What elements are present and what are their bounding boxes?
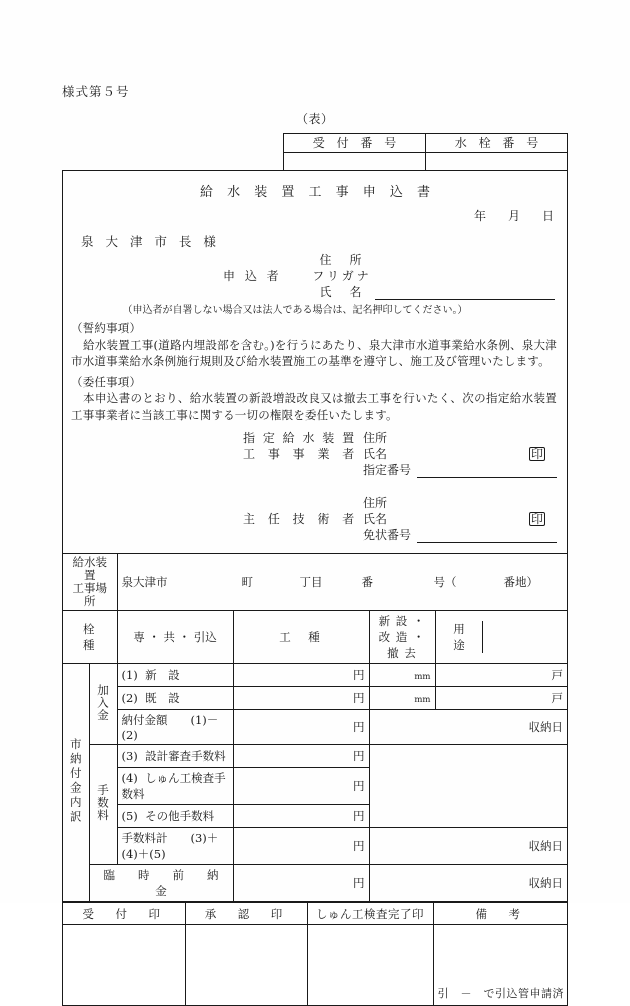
use-value[interactable] xyxy=(482,621,563,653)
payment-row-prepayment xyxy=(63,865,567,902)
tap-type-options[interactable]: 専 ・ 共 ・ 引込 xyxy=(117,611,233,664)
contractor-name-label: 氏名 xyxy=(363,447,388,461)
tap-number-value[interactable] xyxy=(426,153,568,171)
location-label-line1: 給水装置 xyxy=(72,555,107,582)
contractor-address-label: 住所 xyxy=(363,431,388,445)
payment-row-1-yen: 円 xyxy=(353,668,365,682)
delegation-body xyxy=(71,390,557,423)
payment-row-2-house-unit: 戸 xyxy=(551,691,563,705)
stamps-grid xyxy=(63,902,567,1005)
engineer-address-row xyxy=(63,495,567,511)
prepayment-amount[interactable] xyxy=(233,865,369,902)
contractor-address-row xyxy=(63,430,567,446)
contractor-name-row xyxy=(63,446,567,462)
day-label: 日 xyxy=(541,209,555,223)
payment-row-5-yen: 円 xyxy=(353,809,365,823)
location-marker-town: 町 xyxy=(241,575,253,589)
payment-outer-label xyxy=(63,664,89,902)
payment-row-3-yen: 円 xyxy=(353,749,365,763)
receipt-value-row xyxy=(284,153,568,171)
use-label: 用 途 xyxy=(440,621,483,653)
use-cell xyxy=(435,611,567,664)
payment-row-1-label: 新 設 xyxy=(145,668,180,682)
payment-row-5-label: その他手数料 xyxy=(145,809,215,823)
payment-outer-label-text: 市納付金内訳 xyxy=(68,737,83,825)
contractor-address-input[interactable] xyxy=(417,431,557,446)
date-line xyxy=(63,200,567,224)
payment-row-2-size[interactable] xyxy=(369,687,435,710)
payment-row-2-no: (2) xyxy=(121,691,138,705)
location-fields[interactable] xyxy=(117,554,567,611)
location-row xyxy=(63,554,567,611)
location-marker-go: 号（ xyxy=(433,575,457,589)
engineer-block xyxy=(63,488,567,543)
approval-stamp-header: 承 認 印 xyxy=(185,903,307,925)
upper-declaration-section xyxy=(63,171,567,553)
engineer-address-input[interactable] xyxy=(417,496,557,511)
payment-row-5-no: (5) xyxy=(121,809,138,823)
approval-stamp-box[interactable] xyxy=(185,925,307,1006)
pledge-body xyxy=(71,337,557,370)
engineer-licno-spacer xyxy=(243,527,363,543)
bottom-gap xyxy=(63,543,567,553)
engineer-address-spacer xyxy=(243,495,363,511)
payment-row-2-houses[interactable] xyxy=(435,687,567,710)
contractor-regno-row xyxy=(63,462,567,478)
work-type-options[interactable]: 新 設 ・ 改 造 ・ 撤 去 xyxy=(369,611,435,664)
payment-row-4-yen: 円 xyxy=(353,779,365,793)
contractor-seal-icon: 印 xyxy=(530,447,543,461)
location-marker-chome: 丁目 xyxy=(299,575,323,589)
contractor-regno-input[interactable] xyxy=(417,462,557,478)
receipt-stamp-box[interactable] xyxy=(63,925,185,1006)
payment-fee-total-date-label: 収納日 xyxy=(528,839,563,853)
applicant-furigana-input[interactable] xyxy=(375,269,555,284)
payment-row-4-amount[interactable] xyxy=(233,768,369,805)
joinfee-group-text: 加入金 xyxy=(96,683,111,722)
payment-row-5-amount[interactable] xyxy=(233,805,369,828)
engineer-address-label: 住所 xyxy=(363,496,388,510)
fee-group-text: 手数料 xyxy=(96,784,111,822)
contractor-regno-label: 指定番号 xyxy=(363,463,412,477)
payment-row-5-name xyxy=(117,805,233,828)
applicant-block xyxy=(63,252,567,316)
year-label: 年 xyxy=(473,209,487,223)
payment-row-1 xyxy=(63,664,567,687)
payment-row-1-name xyxy=(117,664,233,687)
payment-row-1-no: (1) xyxy=(121,668,138,682)
applicant-address-input[interactable] xyxy=(375,253,555,268)
payment-fee-total-date[interactable] xyxy=(369,828,567,865)
payment-subtotal-amount[interactable] xyxy=(233,710,369,745)
receipt-stamp-header: 受 付 印 xyxy=(63,903,185,925)
contractor-label-line2: 工 事 事 業 者 xyxy=(243,447,359,461)
applicant-name-label: 氏 名 xyxy=(319,285,365,299)
applicant-lead-label: 申 込 者 xyxy=(223,269,282,283)
payment-subtotal-date[interactable] xyxy=(369,710,567,745)
payment-row-1-house-unit: 戸 xyxy=(551,668,563,682)
signature-gap xyxy=(63,478,567,488)
payment-row-1-size[interactable] xyxy=(369,664,435,687)
payment-row-3 xyxy=(63,745,567,768)
payment-row-2-unit: mm xyxy=(414,695,431,705)
engineer-seal-icon: 印 xyxy=(530,512,543,526)
contractor-regno-spacer xyxy=(243,462,363,478)
month-label: 月 xyxy=(507,209,521,223)
payment-row-3-label: 設計審査手数料 xyxy=(145,749,226,763)
pledge-clause xyxy=(63,316,567,370)
pledge-body-line1: 給水装置工事(道路内埋設部を含む。)を行うにあたり、泉大津市水道事業給水条例、泉大 xyxy=(83,337,546,352)
remarks-note: 引 － で引込管申請済 xyxy=(437,987,564,1000)
stamps-header-row xyxy=(63,903,567,925)
payment-row-fee-total xyxy=(63,828,567,865)
location-label-line2: 工事場所 xyxy=(72,581,107,608)
payment-row-4-no: (4) xyxy=(121,771,138,785)
payment-row-1-houses[interactable] xyxy=(435,664,567,687)
receipt-number-table xyxy=(283,133,568,171)
payment-subtotal-date-label: 収納日 xyxy=(528,720,563,734)
pledge-body-line2: 津市水道事業給水条例施行規則及び給水装置施工の基準を遵守し、施工及び管理いたします。 xyxy=(71,337,557,368)
engineer-license-input[interactable] xyxy=(417,527,557,543)
type-row xyxy=(63,611,567,664)
stamps-body-row xyxy=(63,925,567,1006)
payment-fee-blank-area[interactable] xyxy=(369,745,567,828)
payment-row-1-unit: mm xyxy=(414,672,431,682)
delegation-body-line1: 本申込書のとおり、給水装置の新設増設改良又は撤去工事を行いたく、次の指定給水装置 xyxy=(83,391,557,405)
remarks-box[interactable] xyxy=(433,925,567,1006)
payment-row-3-amount[interactable] xyxy=(233,745,369,768)
engineer-name-label: 氏名 xyxy=(363,512,388,526)
receipt-number-header: 受 付 番 号 xyxy=(284,134,426,153)
engineer-license-label: 免状番号 xyxy=(363,528,412,542)
location-city: 泉大津市 xyxy=(121,575,168,589)
side-label: （表） xyxy=(296,112,334,126)
joinfee-group-label xyxy=(89,664,117,745)
delegation-body-line2: 工事事業者に当該工事に関する一切の権限を委任いたします。 xyxy=(71,407,398,422)
tap-type-label: 栓 種 xyxy=(63,611,117,664)
prepayment-label: 臨 時 前 納 金 xyxy=(89,865,233,902)
payment-fee-total-amount[interactable] xyxy=(233,828,369,865)
contractor-label-line1: 指 定 給 水 装 置 xyxy=(243,431,357,445)
payment-subtotal-label: 納付金額 (1)－(2) xyxy=(117,710,233,745)
payment-row-2 xyxy=(63,687,567,710)
pledge-heading: （誓約事項） xyxy=(71,321,142,335)
prepayment-yen: 円 xyxy=(353,876,365,890)
location-label xyxy=(63,554,117,611)
remarks-header: 備 考 xyxy=(433,903,567,925)
payment-row-1-amount[interactable] xyxy=(233,664,369,687)
tap-number-header: 水 栓 番 号 xyxy=(426,134,568,153)
engineer-label: 主 任 技 術 者 xyxy=(243,512,359,526)
prepayment-date-label: 収納日 xyxy=(528,876,563,890)
applicant-name-input[interactable] xyxy=(375,284,555,300)
payment-row-2-label: 既 設 xyxy=(145,691,180,705)
applicant-name-spacer xyxy=(223,284,309,300)
payment-row-2-yen: 円 xyxy=(353,691,365,705)
engineer-licno-row xyxy=(63,527,567,543)
payment-row-4-name xyxy=(117,768,233,805)
payment-row-4-label: しゅん工検査手数料 xyxy=(121,771,226,801)
applicant-address-label: 住 所 xyxy=(319,253,365,267)
applicant-seal-note: （申込者が自署しない場合又は法人である場合は、記名押印してください。） xyxy=(122,305,468,316)
contractor-block xyxy=(63,423,567,478)
applicant-name-row xyxy=(63,284,555,300)
engineer-name-row xyxy=(63,511,567,527)
payment-row-3-name xyxy=(117,745,233,768)
payment-fee-total-label: 手数料計 (3)＋(4)＋(5) xyxy=(117,828,233,865)
addressee: 泉 大 津 市 長 様 xyxy=(81,234,220,249)
main-form-frame xyxy=(62,170,568,1006)
delegation-heading: （委任事項） xyxy=(71,374,142,389)
prepayment-date[interactable] xyxy=(369,865,567,902)
payment-row-3-no: (3) xyxy=(121,749,138,763)
page-title: 給 水 装 置 工 事 申 込 書 xyxy=(199,185,436,200)
inspection-stamp-box[interactable] xyxy=(307,925,433,1006)
applicant-address-row xyxy=(63,252,555,268)
applicant-lead-spacer xyxy=(223,252,309,268)
payment-row-2-name xyxy=(117,687,233,710)
receipt-number-value[interactable] xyxy=(284,153,426,171)
receipt-header-row xyxy=(284,134,568,153)
location-marker-banchi: 番地） xyxy=(503,575,538,589)
inspection-stamp-header: しゅん工検査完了印 xyxy=(307,903,433,925)
payment-subtotal-yen: 円 xyxy=(353,720,365,734)
payment-row-2-amount[interactable] xyxy=(233,687,369,710)
payment-fee-total-yen: 円 xyxy=(353,839,365,853)
details-grid xyxy=(63,553,567,902)
location-marker-ban: 番 xyxy=(361,575,373,589)
applicant-furigana-row xyxy=(63,268,555,284)
delegation-clause xyxy=(63,370,567,424)
payment-row-subtotal xyxy=(63,710,567,745)
applicant-furigana-label: フリガナ xyxy=(312,269,372,283)
fee-group-label xyxy=(89,745,117,865)
form-number: 様式第５号 xyxy=(62,84,130,99)
work-type-label: 工 種 xyxy=(233,611,369,664)
